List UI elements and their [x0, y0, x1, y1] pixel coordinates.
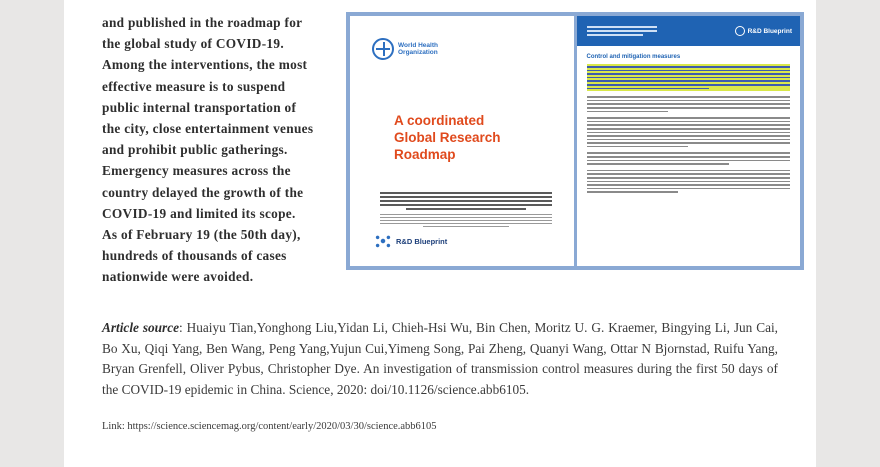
article-source-text: : Huaiyu Tian,Yonghong Liu,Yidan Li, Chieh-Hsi Wu, Bin Chen, Moritz U. G. Kraemer, Bingying Li, Jun Cai, Bo Xu, Qiqi Yang, Ben Wang, Peng Yang,Yujun Cui,Yimeng Song, Pai Zheng, Quanyi Wang, Ottar N Bjornstad, Ruifu Yang, Bryan Grenfell, Oliver Pybus, Christopher Dye. An investigation of transmission control measures during the first 50 days of the COVID-19 epidemic in China. Science, 2020: doi/10.1126/science.abb6105.	[102, 320, 778, 397]
body-line: the city, close entertainment venues	[102, 121, 314, 137]
rd-blueprint-logo	[374, 232, 447, 250]
roadmap-document-image	[346, 12, 804, 270]
body-line: Emergency measures across the	[102, 163, 291, 179]
body-line: and prohibit public gatherings.	[102, 142, 288, 158]
article-source-label: Article source	[102, 320, 180, 335]
body-line: effective measure is to suspend	[102, 78, 286, 94]
body-line: hundreds of thousands of cases	[102, 248, 287, 264]
body-line: the global study of COVID-19.	[102, 36, 284, 52]
inside-page-body	[587, 54, 791, 198]
body-line: Among the interventions, the most	[102, 57, 308, 73]
cover-title-line: Roadmap	[394, 147, 456, 162]
who-name-line: World Health	[398, 41, 438, 49]
cover-title	[394, 112, 501, 163]
cover-title-line: A coordinated	[394, 113, 485, 128]
body-line: As of February 19 (the 50th day),	[102, 227, 301, 243]
roadmap-cover-page	[350, 16, 574, 266]
body-line: COVID-19 and limited its scope.	[102, 205, 296, 221]
rd-blueprint-icon	[374, 232, 392, 250]
body-line: country delayed the growth of the	[102, 184, 304, 200]
rd-blueprint-name: R&D Blueprint	[396, 236, 448, 246]
body-line: nationwide were avoided.	[102, 269, 254, 285]
source-link[interactable]: Link: https://science.sciencemag.org/content/early/2020/03/30/science.abb6105	[102, 421, 437, 432]
body-text-block	[587, 117, 791, 147]
inside-rd-logo: R&D Blueprint	[735, 26, 792, 36]
cover-fine-print	[380, 192, 552, 227]
rd-blueprint-icon	[735, 26, 745, 36]
body-text-block	[587, 152, 791, 164]
body-text-block	[587, 170, 791, 193]
body-line: and published in the roadmap for	[102, 15, 303, 30]
inside-page-header	[577, 16, 801, 46]
roadmap-inside-page	[577, 16, 801, 266]
body-paragraph	[102, 12, 324, 288]
highlighted-paragraph	[587, 64, 791, 91]
document-page	[64, 0, 816, 467]
cover-title-line: Global Research	[394, 130, 501, 145]
who-logo	[372, 38, 438, 60]
who-name-line: Organization	[398, 49, 438, 56]
body-line: public internal transportation of	[102, 99, 297, 115]
who-emblem-icon	[372, 38, 394, 60]
inside-heading: Control and mitigation measures	[586, 54, 681, 60]
article-source	[102, 318, 778, 400]
body-text-block	[587, 96, 791, 112]
